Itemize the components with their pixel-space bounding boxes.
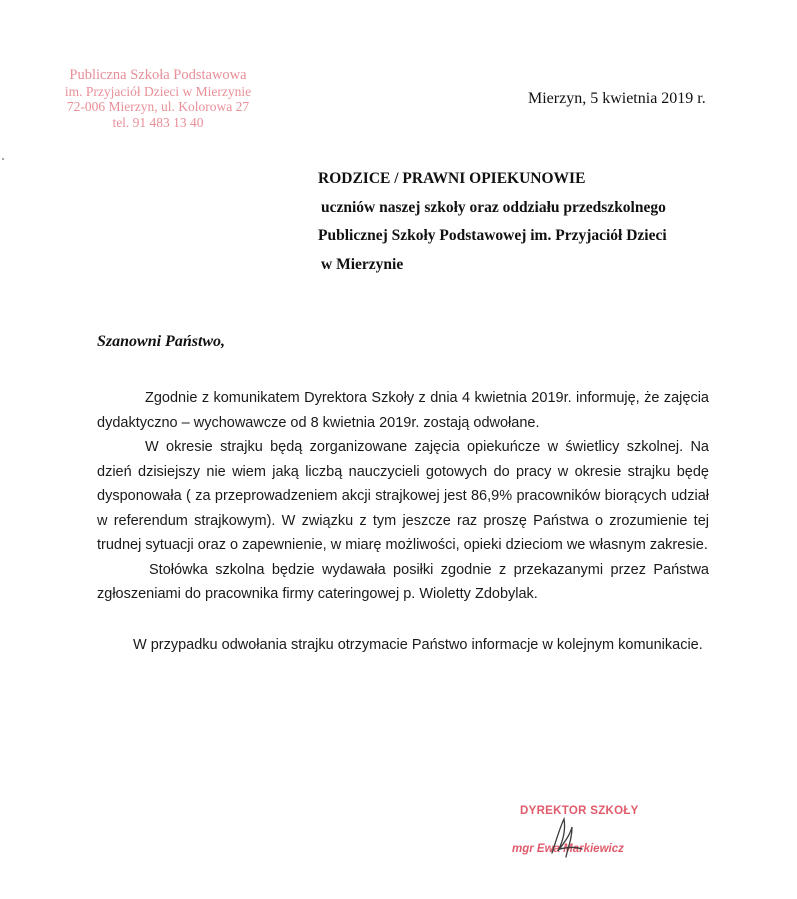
stamp-line: 72-006 Mierzyn, ul. Kolorowa 27 [66,99,250,114]
signature-name: mgr Ewa Markiewicz [512,843,624,855]
body-paragraph: W okresie strajku będą zorganizowane zajęcia opiekuńcze w świetlicy szkolnej. Na dzień dzisiejszy nie wiem jaką liczbą nauczycieli gotowych do pracy w okresie strajku będę dysponowała ( za przeprowadzeniem akcji strajkowej jest 86,9% pracowników biorących udział w referendum strajkowym). W związku z tym jeszcze raz proszę Państwa o zrozumienie tej trudnej sytuacji oraz o zapewnienie, w miarę możliwości, opieki dzieciom we własnym zakresie. [97,439,709,553]
letter-date: Mierzyn, 5 kwietnia 2019 r. [528,90,706,107]
scan-artifact [2,158,4,160]
body-paragraph: W przypadku odwołania strajku otrzymacie Państwo informacje w kolejnym komunikacie. [133,636,703,653]
body-paragraph: Zgodnie z komunikatem Dyrektora Szkoły z dnia 4 kwietnia 2019r. informuję, że zajęcia dydaktyczno – wychowawcze od 8 kwietnia 2019r. zostają odwołane. [97,390,709,431]
recipient-line: RODZICE / PRAWNI OPIEKUNOWIE [318,170,586,187]
signature-title: DYREKTOR SZKOŁY [520,805,639,817]
letter-body [97,386,709,657]
body-paragraph: Stołówka szkolna będzie wydawała posiłki zgodnie z przekazanymi przez Państwa zgłoszeniami do pracownika firmy cateringowej p. Wioletty Zdobylak. [97,561,709,602]
recipients-block [318,165,667,279]
stamp-line: tel. 91 483 13 40 [112,114,204,130]
stamp-line: Publiczna Szkoła Podstawowa [69,67,247,83]
recipient-line: uczniów naszej szkoły oraz oddziału przedszkolnego [321,198,666,216]
handwritten-signature-icon [546,813,586,863]
recipient-line: w Mierzynie [321,255,404,273]
recipient-line: Publicznej Szkoły Podstawowej im. Przyjaciół Dzieci [318,227,667,244]
stamp-line: im. Przyjaciół Dzieci w Mierzynie [64,83,252,99]
school-stamp [62,68,254,130]
signature-stamp [506,805,641,875]
salutation: Szanowni Państwo, [97,333,226,350]
